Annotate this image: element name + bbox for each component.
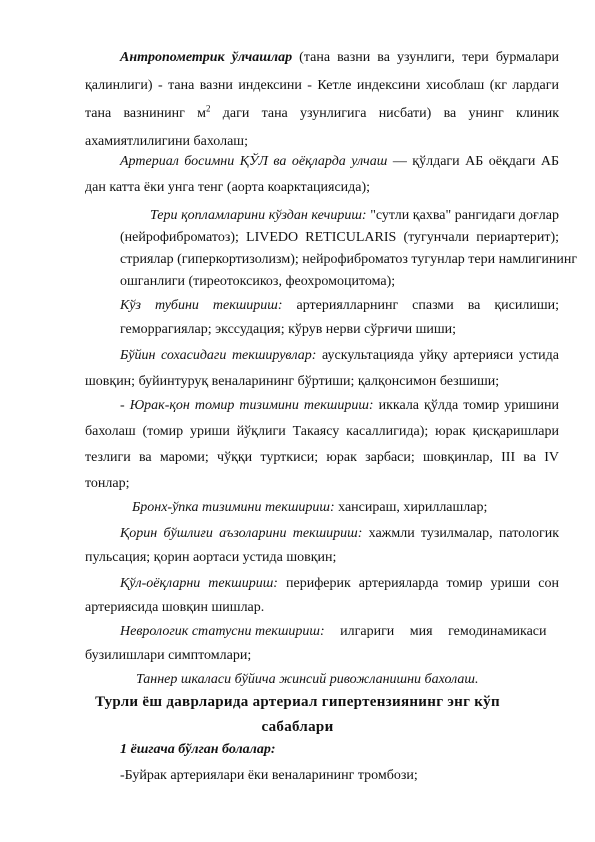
term-cardio-exam: Юрак-қон томир тизимини текшириш: (129, 398, 374, 413)
section-heading-line-2: сабаблари (261, 719, 334, 735)
term-neuro-exam: Неврологик статусни текшириш: (120, 624, 325, 639)
paragraph-neuro-line-2: бузилишлари симптомлари; (85, 648, 252, 663)
paragraph-fundus-line-1 (120, 298, 559, 314)
paragraph-skin-line-4: ошганлиги (тиреотоксикоз, феохромоцитома); (120, 274, 396, 289)
paragraph-anthropometry-line-1 (120, 50, 559, 66)
term-limbs-exam: Қўл-оёқларни текшириш: (120, 576, 278, 591)
text: тана вазнининг $м^2$ (85, 103, 211, 121)
paragraph-anthropometry-line-3 (85, 103, 560, 122)
text: иккала қўлда томир уришини (378, 398, 559, 413)
paragraph-skin-line-1 (150, 208, 559, 224)
section-heading-line-1: Турли ёш даврларида артериал гипертензиянинг энг кўп (95, 694, 500, 710)
paragraph-bp-line-2: дан катта ёки унга тенг (аорта коарктациясида); (85, 180, 371, 195)
paragraph-cardio-line-3: тезлиги ва мароми; чўққи турткиси; юрак зарбаси; шовқинлар, III ва IV (85, 450, 559, 465)
paragraph-abdomen-line-1 (120, 526, 559, 542)
text: — қўлдаги АБ оёқдаги АБ (392, 154, 560, 169)
paragraph-cardio-line-2: бахолаш (томир уриши йўқлиги Такаясу касаллигида); юрак қисқаришлари (85, 424, 559, 439)
text: илгариги мия гемодинамикаси (340, 624, 547, 639)
term-pulmonary-exam: Бронх-ўпка тизимини текшириш: (132, 500, 335, 515)
paragraph-abdomen-line-2: пульсация; қорин аортаси устида шовқин; (85, 550, 337, 565)
text: даги тана узунлигига нисбати) ва унинг клиник (222, 106, 560, 121)
text: периферик артерияларда томир уриши сон (286, 576, 560, 591)
paragraph-neck-line-1 (120, 348, 559, 364)
paragraph-pulmonary-line-1 (132, 500, 487, 516)
paragraph-skin-line-3: стриялар (гиперкортизолизм); нейрофиброматоз тугунлар тери намлигининг (120, 252, 578, 267)
paragraph-neuro-line-1 (120, 624, 547, 640)
paragraph-cardio-line-1 (120, 398, 559, 414)
paragraph-fundus-line-2: геморрагиялар; экссудация; кўрув нерви сўрғичи шиши; (120, 322, 457, 337)
paragraph-limbs-line-2: артериясида шовқин шишлар. (85, 600, 265, 615)
term-neck-exam: Бўйин сохасидаги текширувлар: (120, 348, 317, 363)
superscript: 2 (205, 103, 211, 114)
term-fundus-exam: Кўз тубини текшириш: (120, 298, 283, 313)
text: хансираш, хириллашлар; (338, 500, 488, 515)
subheading-under-one-year: 1 ёшгача бўлган болалар: (120, 742, 276, 757)
paragraph-limbs-line-1 (120, 576, 559, 592)
text: артериялларнинг спазми ва қисилиши; (296, 298, 559, 313)
paragraph-skin-line-2: (нейрофиброматоз); LIVEDO RETICULARIS (тугунчали периартерит); (120, 230, 559, 245)
term-anthropometry: Антропометрик ўлчашлар (120, 50, 293, 65)
term-abdomen-exam: Қорин бўшлиғи аъзоларини текшириш: (120, 526, 363, 541)
text: хажмли тузилмалар, патологик (368, 526, 559, 541)
paragraph-anthropometry-line-2: қалинлиги) - тана вазни индексини - Кетле индексини хисоблаш (кг лардаги (85, 78, 559, 93)
paragraph-bp-line-1 (120, 154, 559, 170)
text: аускультацияда уйқу артерияси устида (322, 348, 560, 363)
term-skin-exam: Тери қопламларини кўздан кечириш: (150, 208, 367, 223)
list-item-renal-thrombosis: -Буйрак артериялари ёки веналарининг тромбози; (120, 768, 418, 783)
text: (тана вазни ва узунлиги, тери бурмалари (299, 50, 559, 65)
paragraph-anthropometry-line-4: ахамиятлилигини бахолаш; (85, 134, 248, 149)
paragraph-cardio-line-4: тонлар; (85, 476, 130, 491)
text: "сутли қахва" рангидаги доғлар (370, 208, 559, 223)
term-bp-measurement: Артериал босимни ҚЎЛ ва оёқларда улчаш (120, 154, 388, 169)
paragraph-neck-line-2: шовқин; буйинтуруқ веналарининг бўртиши; қалқонсимон безшиши; (85, 374, 500, 389)
paragraph-tanner: Таннер шкаласи бўйича жинсий ривожланишни бахолаш. (136, 672, 479, 687)
text: - Юрак-қон томир тизимини текшириш: (120, 398, 374, 413)
